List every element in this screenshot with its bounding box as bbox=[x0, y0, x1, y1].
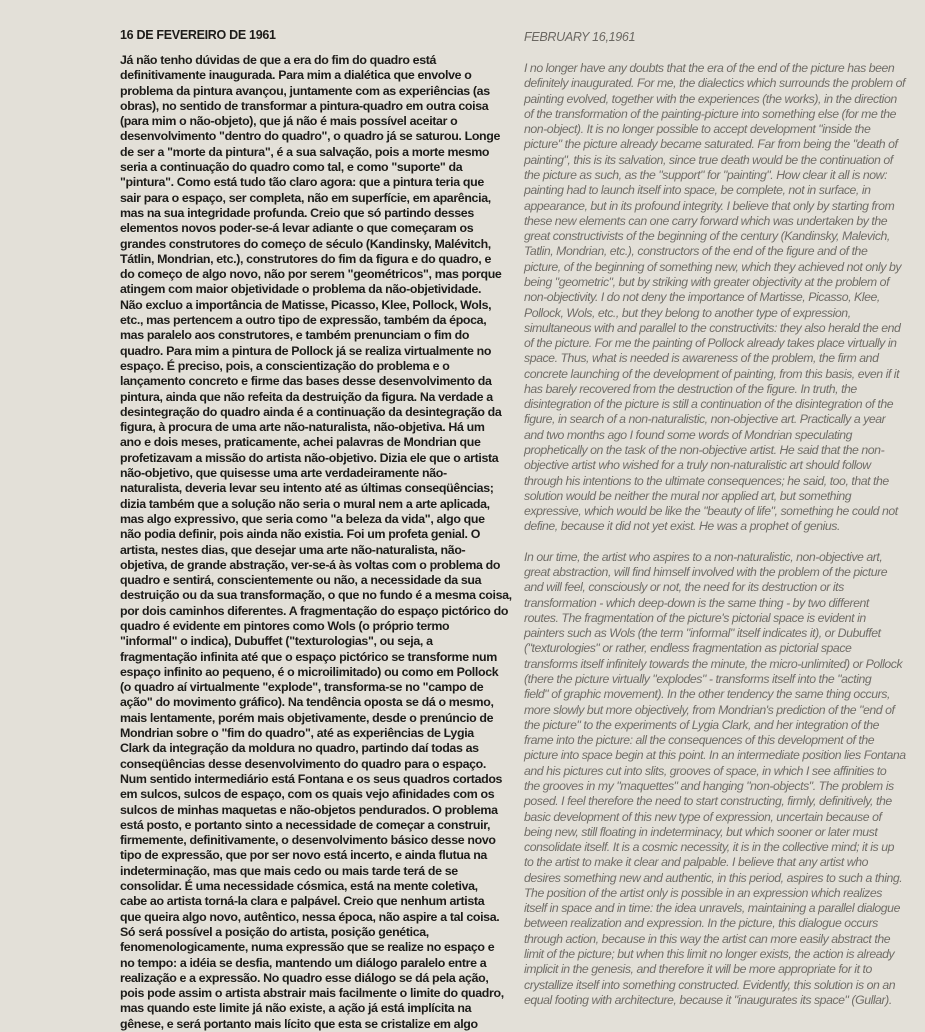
text-line: sair para o espaço, ser completa, não em superfície, em aparência, bbox=[120, 190, 491, 205]
text-line: quadro. Para mim a pintura de Pollock já se realiza virtualmente no bbox=[120, 343, 492, 358]
text-line: destruição ou da sua transformação, o que no fundo é a mesma coisa, bbox=[120, 588, 512, 603]
text-line: profetizavam a missão do artista não-objetivo. Dizia ele que o artista bbox=[120, 450, 499, 465]
portuguese-date-heading: 16 DE FEVEREIRO DE 1961 bbox=[120, 28, 276, 42]
text-line: quadro e sentirá, conscientemente ou não, a necessidade da sua bbox=[120, 573, 482, 588]
text-line: definitely inaugurated. For me, the dialectics which surrounds the problem of bbox=[524, 76, 905, 91]
text-line: pintura, ainda que não refeita da destruição da figura. Na verdade a bbox=[120, 389, 493, 404]
text-line: mas paralelo aos construtores, e também prenunciam o fim do bbox=[120, 328, 470, 343]
text-line: fenomenologicamente, numa expressão que se realize no espaço e bbox=[120, 940, 495, 955]
text-line: firmemente, definitivamente, o desenvolvimento básico desse novo bbox=[120, 833, 496, 848]
text-line: naturalista, deveria levar seu intento até as últimas conseqüências; bbox=[120, 481, 494, 496]
text-line: figure, in search of a non-naturalistic, non-objective art. Practically a year bbox=[524, 412, 886, 427]
text-line: routes. The fragmentation of the picture's pictorial space is evident in bbox=[524, 610, 866, 625]
text-line: being new, still floating in indeterminacy, but which sooner or later must bbox=[524, 824, 878, 839]
text-line: and his pictures cut into slits, grooves of space, in which I see affinities to bbox=[524, 763, 887, 778]
text-line: equal footing with architecture, because it "inaugurates its space" (Gullar). bbox=[524, 992, 892, 1007]
text-line: Tátlin, Mondrian, etc.), construtores do fim da figura e do quadro, e bbox=[120, 251, 492, 266]
text-line: expressive, which would be like the "beauty of life", something he could not bbox=[524, 504, 898, 519]
text-line: picture, of the beginning of something new, which they achieved not only by bbox=[524, 259, 902, 274]
text-line: etc., mas pertencem a outro tipo de expressão, também da época, bbox=[120, 313, 487, 328]
text-line: mas na sua integridade profunda. Creio que só partindo desses bbox=[120, 205, 474, 220]
text-line: seria a continuação do quadro como tal, e como "suporte" da bbox=[120, 160, 463, 175]
text-line: to the artist to make it clear and palpable. I believe that any artist who bbox=[524, 855, 869, 870]
english-date-heading: FEBRUARY 16,1961 bbox=[524, 30, 636, 44]
text-line: implicit in the genesis, and therefore it will be more appropriate for it to bbox=[524, 962, 872, 977]
text-line: figura, à procura de uma arte não-naturalista, não-objetiva. Há um bbox=[120, 420, 485, 435]
text-line: field" of graphic movement). In the other tendency the same thing occurs, bbox=[524, 687, 890, 702]
text-line: itself in space and in time: the idea unravels, maintaining a parallel dialogue bbox=[524, 901, 900, 916]
text-line: Só será possível a posição do artista, posição genética, bbox=[120, 924, 429, 939]
text-line: problema da pintura avançou, juntamente com as experiências (as bbox=[120, 83, 490, 98]
text-line: quadro é evidente em pintores como Wols (o próprio termo bbox=[120, 618, 450, 633]
text-line: painting had to launch itself into space, be complete, not in surface, in bbox=[524, 183, 871, 198]
text-line: The position of the artist only is possible in an expression which realizes bbox=[524, 885, 882, 900]
text-line: em sulcos, sulcos de espaço, com os quais vejo afinidades com os bbox=[120, 787, 495, 802]
text-line: Clark da integração da moldura no quadro, partindo daí todas as bbox=[120, 741, 479, 756]
text-line: (there the picture virtually "explodes" - transforms itself into the "acting bbox=[524, 671, 872, 686]
text-line: espaço infinito ao pequeno, é o microilimitado) ou como em Pollock bbox=[120, 664, 499, 679]
text-line: elementos novos poder-se-á levar adiante o que começaram os bbox=[120, 221, 474, 236]
text-line: está posto, e portanto sinto a necessidade de começar a construir, bbox=[120, 817, 491, 832]
text-line: between realization and expression. In the picture, this dialogue occurs bbox=[524, 916, 878, 931]
text-line: desenvolvimento "dentro do quadro", o quadro já se saturou. Longe bbox=[120, 129, 501, 144]
text-line: que queira algo novo, autêntico, nessa época, não aspire a tal coisa. bbox=[120, 909, 500, 924]
text-line: concrete launching of the development of painting, from this basis, even if it bbox=[524, 366, 900, 381]
text-line: (o quadro aí virtualmente "explode", transforma-se no "campo de bbox=[120, 680, 484, 695]
text-line: great abstraction, will find himself involved with the problem of the picture bbox=[524, 565, 888, 579]
text-line: Tatlin, Mondrian, etc.), constructors of the end of the figure and of the bbox=[524, 244, 868, 259]
text-line: espaço. É preciso, pois, a conscientização do problema e o bbox=[120, 358, 450, 373]
text-line: space. Thus, what is needed is awareness of the problem, the firm and bbox=[524, 351, 879, 366]
text-line: obras), no sentido de transformar a pintura-quadro em outra coisa bbox=[120, 98, 489, 113]
text-line: não-objetivo, que quisesse uma arte verdadeiramente não- bbox=[120, 466, 447, 481]
text-line: the picture" to the experiments of Lygia Clark, and her integration of the bbox=[524, 717, 880, 732]
text-line: mas algo expressivo, que seria como "a beleza da vida", algo que bbox=[120, 511, 485, 526]
text-line: Não excluo a importância de Matisse, Picasso, Klee, Pollock, Wols, bbox=[120, 297, 492, 312]
text-line: crystallize itself into something constructed. Evidently, this solution is on an bbox=[524, 977, 896, 992]
text-line: ("texturologies" or rather, endless fragmentation as pictorial space bbox=[524, 641, 852, 656]
text-line: objetiva, de grande abstração, ver-se-á às voltas com o problema do bbox=[120, 557, 501, 572]
text-line: Pollock, Wols, etc., but they belong to another type of expression, bbox=[524, 305, 851, 320]
text-line: picture" the picture already became saturated. Far from being the "death of bbox=[524, 137, 898, 152]
text-line: has barely recovered from the destruction of the figure. In truth, the bbox=[524, 381, 857, 396]
text-line: fragmentação infinita até que o espaço pictórico se transforme num bbox=[120, 649, 497, 664]
text-line: these new elements can one carry forward which was undertaken by the bbox=[524, 213, 888, 228]
text-line: consolidate itself. It is a cosmic necessity, it is in the collective mind; it is up bbox=[524, 840, 894, 855]
text-line: "pintura". Como está tudo tão claro agora: que a pintura teria que bbox=[120, 175, 484, 190]
text-line: appearance, but in its profound integrity. I believe that only by starting from bbox=[524, 198, 895, 213]
text-line: lançamento concreto e firme das bases desse desenvolvimento da bbox=[120, 374, 492, 389]
text-line: frame into the picture: all the consequences of this development of the bbox=[524, 733, 875, 748]
text-line: definitivamente inaugurada. Para mim a dialética que envolve o bbox=[120, 68, 472, 83]
text-line: grandes construtores do começo de século (Kandinsky, Malévitch, bbox=[120, 236, 491, 251]
text-line: consolidar. É uma necessidade cósmica, está na mente coletiva, bbox=[120, 879, 478, 894]
text-line: cabe ao artista torná-la clara e palpável. Creio que nenhum artista bbox=[120, 894, 485, 909]
text-line: por dois caminhos diferentes. A fragmentação do espaço pictórico do bbox=[120, 603, 509, 618]
text-line: não podia definir, pois ainda não existia. Foi um profeta genial. O bbox=[120, 527, 481, 542]
text-line: Já não tenho dúvidas de que a era do fim do quadro está bbox=[120, 53, 437, 67]
text-line: objective artist who wished for a truly non-naturalistic art should follow bbox=[524, 458, 871, 473]
text-line: prophetically on the task of the non-objective artist. He said that the non- bbox=[524, 443, 885, 458]
text-line: atingem com maior objetividade o problema da não-objetividade. bbox=[120, 282, 482, 297]
text-line: I no longer have any doubts that the era of the end of the picture has been bbox=[524, 61, 895, 75]
text-line: the grooves in my "maquettes" and hanging "non-objects". The problem is bbox=[524, 778, 894, 793]
english-paragraph-1 bbox=[524, 61, 905, 535]
text-line: realização e a expressão. No quadro esse diálogo se dá pela ação, bbox=[120, 970, 489, 985]
text-line: non-object). It is no longer possible to accept development "inside the bbox=[524, 122, 871, 137]
text-line: sulcos de minhas maquetas e não-objetos pendurados. O problema bbox=[120, 802, 498, 817]
text-line: non-objectivity. I do not deny the importance of Martisse, Picasso, Klee, bbox=[524, 290, 880, 305]
text-line: Num sentido intermediário está Fontana e os seus quadros cortados bbox=[120, 771, 503, 786]
text-line: disintegration of the picture is still a continuation of the disintegration of the bbox=[524, 397, 894, 412]
text-line: through his intentions to the ultimate consequences; he said, too, that the bbox=[524, 473, 889, 488]
text-line: desintegração do quadro ainda é a continuação da desintegração da bbox=[120, 404, 502, 419]
text-line: and will feel, consciously or not, the need for its destruction or its bbox=[524, 580, 844, 595]
text-line: the picture as such, as the "support" for "painting". How clear it all is now: bbox=[524, 167, 888, 182]
text-line: artista, nestes dias, que desejar uma arte não-naturalista, não- bbox=[120, 542, 466, 557]
text-line: painting", this is its salvation, since true death would be the continuation of bbox=[524, 152, 893, 167]
text-line: do começo de algo novo, não por serem "geométricos", mas porque bbox=[120, 267, 502, 282]
text-line: more slowly but more objectively, from Mondrian's prediction of the "end of bbox=[524, 702, 895, 717]
text-line: no tempo: a idéia se desfia, mantendo um diálogo paralelo entre a bbox=[120, 955, 487, 970]
text-line: de ser a "morte da pintura", é a sua salvação, pois a morte mesmo bbox=[120, 144, 490, 159]
text-line: define, because it did not yet exist. He was a prophet of genius. bbox=[524, 519, 840, 534]
text-line: picture into space begin at this point. In an intermediate position lies Fontana bbox=[524, 748, 906, 763]
english-paragraph-2 bbox=[524, 549, 906, 1008]
text-line: (para mim o não-objeto), que já não é mais possível aceitar o bbox=[120, 114, 458, 129]
text-line: tipo de expressão, que por ser novo está incerto, e ainda flutua na bbox=[120, 848, 487, 863]
text-line: conseqüências desse desenvolvimento do quadro para o espaço. bbox=[120, 756, 486, 771]
text-line: ano e dois meses, praticamente, achei palavras de Mondrian que bbox=[120, 435, 481, 450]
text-line: Mondrian sobre o "fim do quadro", até as experiências de Lygia bbox=[120, 726, 474, 741]
text-line: indeterminação, mas que mais cedo ou mais tarde terá de se bbox=[120, 863, 458, 878]
text-line: posed. I feel therefore the need to start constructing, firmly, definitively, the bbox=[524, 794, 892, 809]
text-line: being "geometric", but by striking with greater objectivity at the problem of bbox=[524, 274, 890, 289]
text-line: transforms itself infinitely towards the minute, the micro-unlimited) or Pollock bbox=[524, 656, 903, 671]
text-line: transformation - which deep-down is the same thing - by two different bbox=[524, 595, 869, 610]
text-line: of the transformation of the painting-picture into something else (for me the bbox=[524, 106, 897, 121]
text-line: simultaneous with and parallel to the constructivits: they also herald the end bbox=[524, 320, 901, 335]
text-line: ação" do movimento gráfico). Na tendência oposta se dá o mesmo, bbox=[120, 695, 494, 710]
text-line: solution would be neither the mural nor applied art, but something bbox=[524, 488, 852, 503]
english-body-text bbox=[524, 61, 906, 1008]
text-line: and two months ago I found some words of Mondrian speculating bbox=[524, 427, 853, 442]
text-line: dizia também que a solução não seria o mural nem a arte aplicada, bbox=[120, 496, 490, 511]
text-line: painting evolved, together with the experiences (the works), in the direction bbox=[524, 91, 897, 106]
text-line: painters such as Wols (the term "informal" itself indicates it), or Dubuffet bbox=[524, 626, 881, 641]
text-line: pois pode assim o artista abstrair mais facilmente o limite do quadro, bbox=[120, 986, 504, 1001]
portuguese-body-text bbox=[120, 53, 512, 1032]
text-line: great constructivists of the beginning of the century (Kandinsky, Malevich, bbox=[524, 229, 890, 244]
text-line: desires something new and authentic, in this period, aspires to such a thing. bbox=[524, 870, 903, 885]
text-line: basic development of this new type of expression, uncertain because of bbox=[524, 809, 882, 824]
text-line: limit of the picture; but when this limit no longer exists, the action is already bbox=[524, 947, 895, 962]
text-line: of the picture. For me the painting of Pollock already takes place virtually in bbox=[524, 336, 897, 351]
text-line: through action, because in this way the artist can more easily abstract the bbox=[524, 931, 891, 946]
text-line: mas quando este limite já não existe, a ação já está implícita na bbox=[120, 1001, 472, 1016]
text-line: mais lentamente, porém mais objetivamente, desde o prenúncio de bbox=[120, 710, 494, 725]
text-line: gênese, e será portanto mais lícito que esta se cristalize em algo bbox=[120, 1016, 478, 1031]
text-line: In our time, the artist who aspires to a non-naturalistic, non-objective art, bbox=[524, 549, 883, 564]
text-line: "informal" o indica), Dubuffet ("texturologias", ou seja, a bbox=[120, 634, 433, 649]
